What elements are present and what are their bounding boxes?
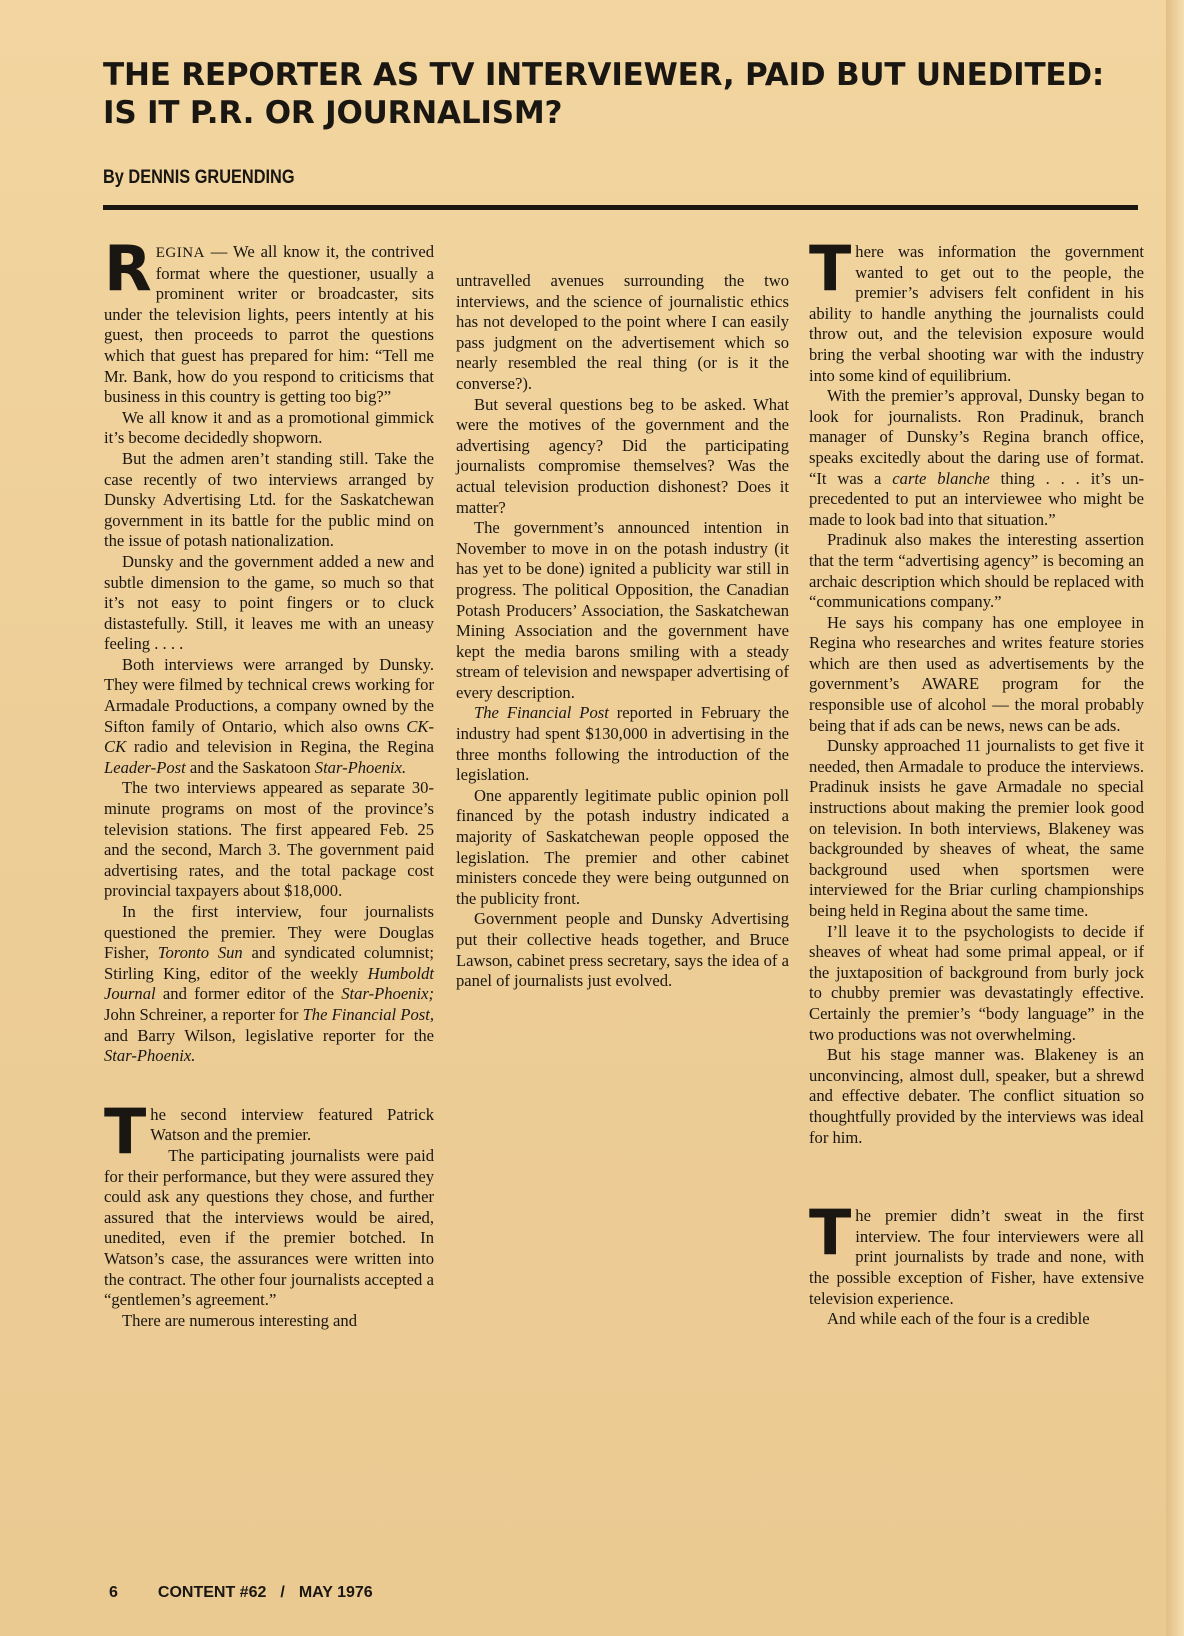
headline-line-1: THE REPORTER AS TV INTERVIEWER, PAID BUT UNEDITED: — [103, 57, 1105, 93]
paragraph: There was information the government wanted to get out to the people, the premier’s advisers felt confident in his ability to handle anything the journalists could throw out, and the television exposure would bring the verbal shooting war with the industry into some kind of equilibrium. — [809, 232, 1144, 385]
paragraph: The Financial Post reported in February the industry had spent $130,000 in advertising in the three months following the introduction of the legislation. — [456, 703, 789, 785]
headline-rule — [103, 205, 1138, 210]
paragraph: He says his company has one employee in Regina who researches and writes feature stories which are then used as advertisements by the government’s AWARE program for the responsible use of alcohol — the moral probably being that if ads can be news, news can be ads. — [809, 612, 1144, 735]
issue-date: MAY 1976 — [298, 1584, 373, 1601]
paragraph: With the premier’s approval, Dunsky began to look for journalists. Ron Pradinuk, branch manager of Dunsky’s Regina branch office, speaks excitedly about the daring use of format. “It was a carte blanche thing . . . it’s unprecedented to put an interviewee who might be made to look bad into that situation.” — [809, 386, 1144, 529]
paragraph: But the admen aren’t standing still. Take the case recently of two interviews arranged by Dunsky Advertising Ltd. for the Saskatchewan government in its battle for the public mind on the issue of potash nationalization. — [104, 448, 434, 551]
paragraph: The participating journalists were paid for their performance, but they were assured they could ask any questions they chose, and further assured that the interviews would be aired, unedited, even if the premier botched. In Watson’s case, the assurances were written into the contract. The other four journalists accepted a “gentlemen’s agreement.” — [104, 1145, 434, 1310]
paragraph: The two interviews appeared as separate 30-minute programs on most of the province’s television stations. The first appeared Feb. 25 and the second, March 3. The government paid advertising rates, and the total package cost provincial taxpayers about $18,000. — [104, 778, 434, 901]
paragraph: One apparently legitimate public opinion poll financed by the potash industry indicated a majority of Saskatchewan people opposed the legislation. The premier and other cabinet ministers concede they were being outgunned on the publicity front. — [456, 785, 789, 908]
headline — [103, 56, 1163, 132]
paragraph: Government people and Dunsky Advertising put their collective heads together, and Bruce Lawson, cabinet press secretary, says the idea of a panel of journalists just evolved. — [456, 909, 789, 991]
page-footer — [109, 1584, 413, 1602]
paragraph: I’ll leave it to the psychologists to decide if sheaves of wheat had some primal appeal, or if the juxtaposition of background from burly jock to chubby premier was devastatingly effective. Certainly the premier’s “body language” in the two productions was not overwhelming. — [809, 921, 1144, 1044]
paragraph: The premier didn’t sweat in the first interview. The four interviewers were all print journalists by trade and none, with the possible exception of Fisher, have extensive television experience. — [809, 1196, 1144, 1308]
drop-cap: T — [809, 232, 852, 305]
section-gap — [104, 1067, 434, 1105]
section-gap — [809, 1148, 1144, 1206]
paragraph: But his stage manner was. Blakeney is an unconvincing, almost dull, speaker, but a shrewd and effective debater. The conflict situation so thoughtfully provided by the interviews was ideal for him. — [809, 1045, 1144, 1147]
paragraph: And while each of the four is a credible — [827, 1309, 1090, 1329]
dateline: EGINA — [155, 245, 205, 261]
paragraph: Dunsky and the government added a new and subtle dimension to the game, so much so that it’s not easy to point fingers or to cluck distastefully. Still, it leaves me with an uneasy feeling . . . . — [104, 551, 434, 654]
footer-separator: / — [280, 1584, 285, 1601]
paragraph: The second interview featured Patrick Watson and the premier. — [104, 1094, 434, 1168]
drop-cap: T — [104, 1094, 147, 1168]
byline: By DENNIS GRUENDING — [103, 167, 295, 188]
paragraph: untravelled avenues surrounding the two interviews, and the science of journalistic ethics has not developed to the point where I can easily pass judgment on the advertisement which so nearly resembled the real thing (or is it the converse?). — [456, 271, 789, 393]
article-column-1 — [104, 232, 434, 1331]
paragraph: Dunsky approached 11 journalists to get five it needed, then Armadale to produce the interviews. Pradinuk insists he gave Armadale no special instructions about making the premier look good on television. In both interviews, Blakeney was backgrounded by sheaves of wheat, the same background used when sportsmen were interviewed for the Briar curling championships being held in Regina about the same time. — [809, 736, 1144, 920]
page-edge — [1166, 0, 1184, 1636]
issue-label: CONTENT #62 — [157, 1584, 267, 1601]
paragraph: We all know it and as a promotional gimmick it’s become decidedly shopworn. — [104, 407, 434, 448]
paragraph: Both interviews were arranged by Dunsky. They were filmed by technical crews working for Armadale Productions, a company owned by the Sifton family of Ontario, which also owns CK-CK radio and television in Regina, the Regina Leader-Post and the Saskatoon Star-Phoenix. — [104, 654, 434, 777]
paragraph: The government’s announced intention in November to move in on the potash industry (it has yet to be done) ignited a publicity war still in progress. The political Opposition, the Canadian Potash Producers’ Association, the Saskatchewan Mining Association and the government have kept the media barons smiling with a steady stream of television and newspaper advertising of every description. — [456, 518, 789, 702]
paragraph: But several questions beg to be asked. What were the motives of the government and the advertising agency? Did the participating journalists compromise themselves? Was the actual television production dishonest? Does it matter? — [456, 394, 789, 517]
drop-cap: T — [809, 1196, 852, 1270]
page-number: 6 — [109, 1584, 118, 1601]
article-column-3 — [809, 232, 1144, 1330]
paragraph: In the first interview, four journalists questioned the premier. They were Douglas Fisher, Toronto Sun and syndicated columnist; Stirling King, editor of the weekly Humboldt Journal and former editor of the Star-Phoenix; John Schreiner, a reporter for The Financial Post, and Barry Wilson, legislative reporter for the Star-Phoenix. — [104, 902, 434, 1066]
paragraph: There are numerous interesting and — [122, 1310, 357, 1330]
article-column-2 — [456, 271, 789, 992]
drop-cap: R — [104, 232, 152, 305]
paragraph: REGINA — We all know it, the contrived format where the questioner, usually a prominent writer or broadcaster, sits under the television lights, peers intently at his guest, then proceeds to parrot the questions which that guest has prepared for him: “Tell me Mr. Bank, how do you respond to criticisms that business in this country is getting too big?” — [104, 232, 434, 407]
headline-line-2: IS IT P.R. OR JOURNALISM? — [103, 95, 563, 131]
paragraph: Pradinuk also makes the interesting assertion that the term “advertising agency” is becoming an archaic description which should be replaced with “communications company.” — [809, 530, 1144, 612]
